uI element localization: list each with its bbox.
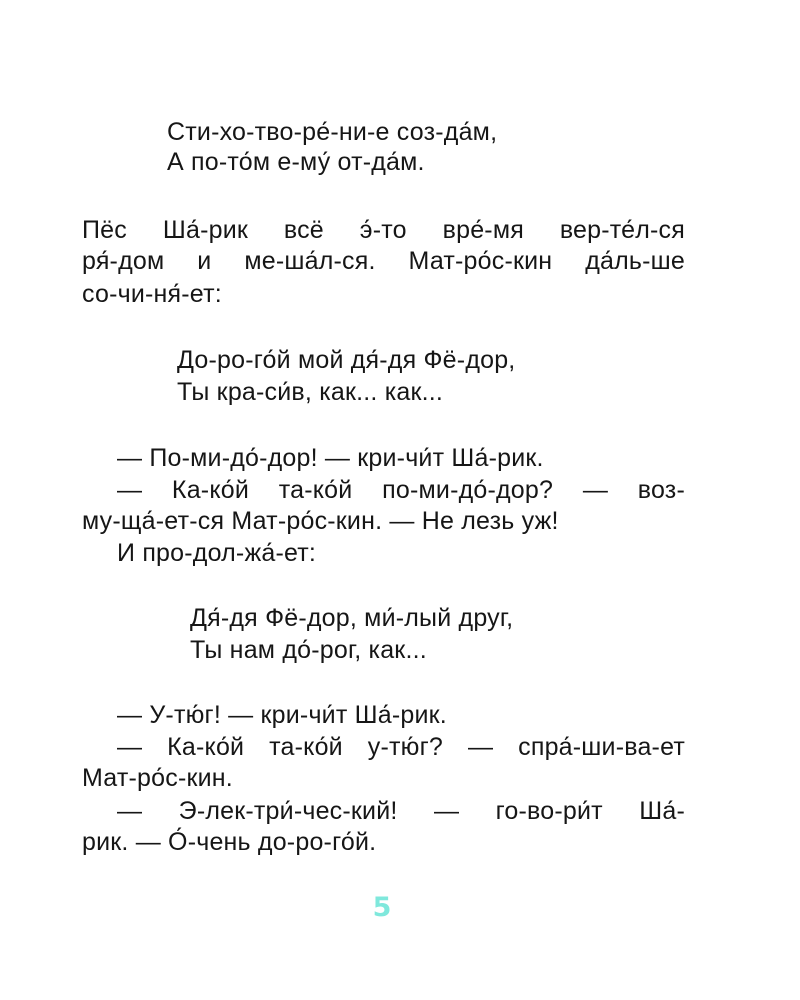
dialogue-1-line-1: — По-ми-до́-дор! — кри-чи́т Ша́-рик. xyxy=(117,444,544,472)
verse-2-line-1: До-ро-го́й мой дя́-дя Фё-дор, xyxy=(177,346,516,374)
paragraph-1-line-3: со-чи-ня́-ет: xyxy=(82,280,222,308)
page-number: 5 xyxy=(372,892,392,923)
dialogue-2-line-4: — Э-лек-три́-чес-кий! — го-во-ри́т Ша́- xyxy=(117,797,685,825)
dialogue-2-line-1: — У-тю́г! — кри-чи́т Ша́-рик. xyxy=(117,701,447,729)
verse-1-line-1: Сти-хо-тво-ре́-ни-е соз-да́м, xyxy=(167,118,498,146)
dialogue-2-line-3: Мат-ро́с-кин. xyxy=(82,764,233,792)
verse-2-line-2: Ты кра-си́в, как... как... xyxy=(177,378,444,406)
dialogue-1-line-2: — Ка-ко́й та-ко́й по-ми-до́-дор? — воз- xyxy=(117,476,685,504)
dialogue-2-line-2: — Ка-ко́й та-ко́й у-тю́г? — спра́-ши-ва-ет xyxy=(117,733,685,761)
verse-1-line-2: А по-то́м е-му́ от-да́м. xyxy=(167,148,425,176)
dialogue-1-line-4: И про-дол-жа́-ет: xyxy=(117,539,317,567)
dialogue-2-line-5: рик. — О́-чень до-ро-го́й. xyxy=(82,828,377,856)
dialogue-1-line-3: му-ща́-ет-ся Мат-ро́с-кин. — Не лезь уж! xyxy=(82,507,559,535)
verse-3-line-2: Ты нам до́-рог, как... xyxy=(190,636,427,664)
paragraph-1-line-1: Пёс Ша́-рик всё э́-то вре́-мя вер-те́л-ся xyxy=(82,216,685,244)
verse-3-line-1: Дя́-дя Фё-дор, ми́-лый друг, xyxy=(190,604,514,632)
paragraph-1-line-2: ря́-дом и ме-ша́л-ся. Мат-ро́с-кин да́ль-ше xyxy=(82,247,685,275)
